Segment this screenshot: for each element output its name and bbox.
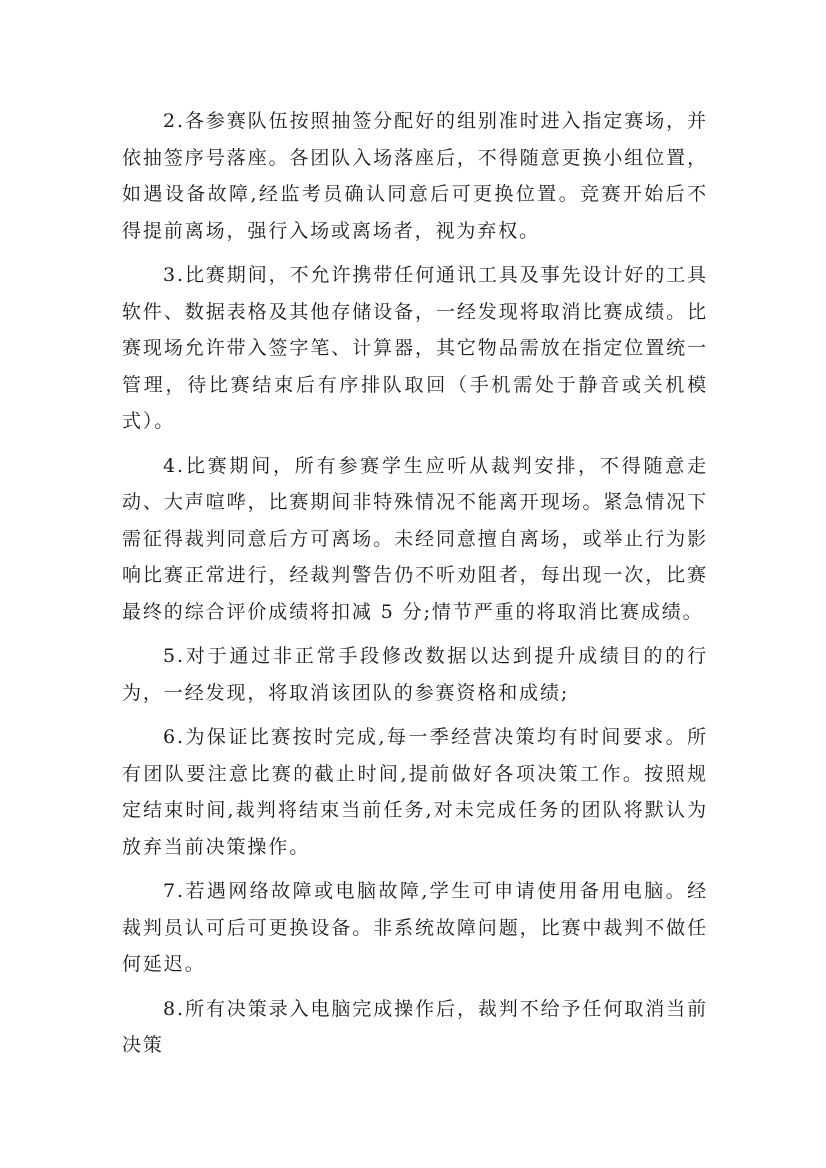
paragraph-rule-3: 3.比赛期间，不允许携带任何通讯工具及事先设计好的工具软件、数据表格及其他存储设备，一经发现将取消比赛成绩。比赛现场允许带入签字笔、计算器，其它物品需放在指定位置统一管理，待比赛结束后有序排队取回（手机需处于静音或关机模式）。 [122, 264, 708, 432]
paragraph-rule-8: 8.所有决策录入电脑完成操作后，裁判不给予任何取消当前决策 [122, 997, 708, 1056]
paragraph-rule-5: 5.对于通过非正常手段修改数据以达到提升成绩目的的行为，一经发现，将取消该团队的参赛资格和成绩; [122, 645, 708, 704]
paragraph-rule-2: 2.各参赛队伍按照抽签分配好的组别准时进入指定赛场，并依抽签序号落座。各团队入场落座后，不得随意更换小组位置，如遇设备故障,经监考员确认同意后可更换位置。竞赛开始后不得提前离场，强行入场或离场者，视为弃权。 [122, 110, 708, 242]
paragraph-rule-7: 7.若遇网络故障或电脑故障,学生可申请使用备用电脑。经裁判员认可后可更换设备。非系统故障问题，比赛中裁判不做任何延迟。 [122, 880, 708, 975]
paragraph-rule-6: 6.为保证比赛按时完成,每一季经营决策均有时间要求。所有团队要注意比赛的截止时间,提前做好各项决策工作。按照规定结束时间,裁判将结束当前任务,对未完成任务的团队将默认为放弃当前决策操作。 [122, 726, 708, 858]
document-body [122, 103, 708, 1072]
paragraph-rule-4: 4.比赛期间，所有参赛学生应听从裁判安排，不得随意走动、大声喧哗，比赛期间非特殊情况不能离开现场。紧急情况下需征得裁判同意后方可离场。未经同意擅自离场，或举止行为影响比赛正常进行，经裁判警告仍不听劝阻者，每出现一次，比赛最终的综合评价成绩将扣减 5 分;情节严重的将取消比赛成绩。 [122, 454, 708, 623]
